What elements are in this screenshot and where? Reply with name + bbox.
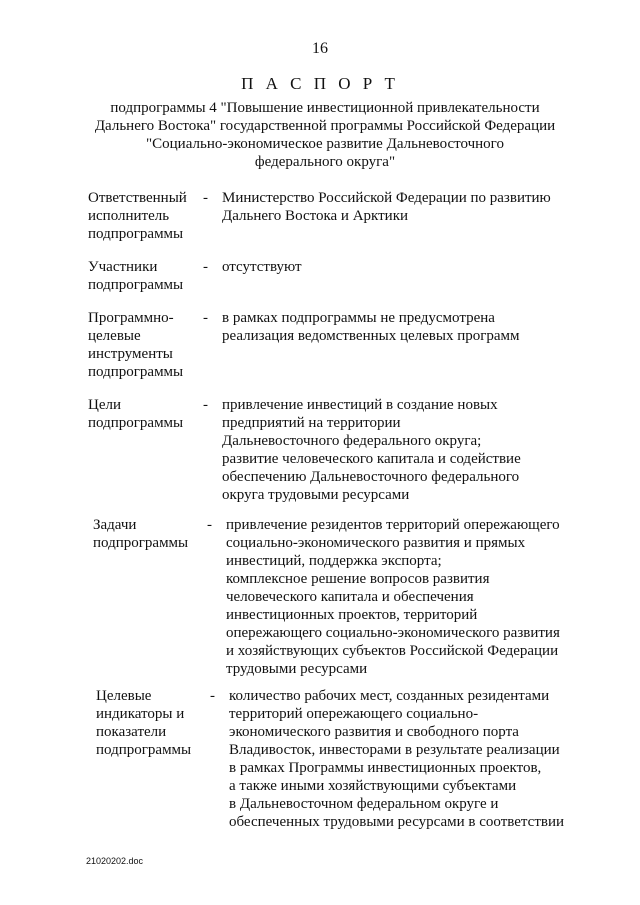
value-line: количество рабочих мест, созданных резидентами xyxy=(229,688,550,704)
value-line: предприятий на территории xyxy=(222,415,401,431)
value-line: в рамках Программы инвестиционных проектов, xyxy=(229,760,542,776)
value-line: комплексное решение вопросов развития xyxy=(226,571,490,587)
row-label: Участники подпрограммы xyxy=(88,259,184,293)
row-label: Цели подпрограммы xyxy=(88,397,184,431)
row-dash: - xyxy=(203,190,208,206)
value-line: обеспечению Дальневосточного федерального xyxy=(222,469,520,485)
row-value xyxy=(222,396,572,504)
value-line: округа трудовыми ресурсами xyxy=(222,487,410,503)
row-label: Задачи подпрограммы xyxy=(93,517,189,551)
value-line: Владивосток, инвесторами в результате реализации xyxy=(229,742,560,758)
value-line: человеческого капитала и обеспечения xyxy=(226,589,474,605)
value-line: инвестиционных проектов, территорий xyxy=(226,607,478,623)
subtitle-line: федерального округа" xyxy=(254,154,396,170)
value-line: развитие человеческого капитала и содействие xyxy=(222,451,521,467)
row-label: Целевые индикаторы и показатели подпрограммы xyxy=(96,688,192,758)
row-dash: - xyxy=(203,310,208,326)
value-line: в рамках подпрограммы не предусмотрена xyxy=(222,310,495,326)
value-line: отсутствуют xyxy=(222,259,302,275)
value-line: Министерство Российской Федерации по развитию xyxy=(222,190,551,206)
row-value xyxy=(222,309,572,345)
value-line: привлечение резидентов территорий опережающего xyxy=(226,517,560,533)
value-line: в Дальневосточном федеральном округе и xyxy=(229,796,499,812)
value-line: реализация ведомственных целевых программ xyxy=(222,328,520,344)
row-dash: - xyxy=(207,517,212,533)
passport-title: П А С П О Р Т xyxy=(241,74,399,93)
value-line: территорий опережающего социально- xyxy=(229,706,479,722)
row-value xyxy=(226,516,576,678)
value-line: социально-экономического развития и прямых xyxy=(226,535,526,551)
subtitle-line: "Социально-экономическое развитие Дальневосточного xyxy=(146,136,504,152)
value-line: трудовыми ресурсами xyxy=(226,661,368,677)
subtitle-line: Дальнего Востока" государственной программы Российской Федерации xyxy=(94,118,556,134)
row-value xyxy=(229,687,579,831)
value-line: опережающего социально-экономического развития xyxy=(226,625,560,641)
value-line: экономического развития и свободного порта xyxy=(229,724,519,740)
row-value xyxy=(222,189,572,225)
row-label: Ответственный исполнитель подпрограммы xyxy=(88,190,187,242)
value-line: а также иными хозяйствующими субъектами xyxy=(229,778,517,794)
value-line: Дальнего Востока и Арктики xyxy=(222,208,409,224)
row-dash: - xyxy=(203,259,208,275)
subtitle-line: подпрограммы 4 "Повышение инвестиционной привлекательности xyxy=(110,100,540,116)
page-number: 16 xyxy=(312,40,328,57)
subtitle xyxy=(90,99,560,171)
value-line: обеспеченных трудовыми ресурсами в соответствии xyxy=(229,814,565,830)
row-label: Программно- целевые инструменты подпрограммы xyxy=(88,310,184,380)
value-line: Дальневосточного федерального округа; xyxy=(222,433,482,449)
row-value xyxy=(222,258,572,276)
value-line: привлечение инвестиций в создание новых xyxy=(222,397,498,413)
value-line: инвестиций, поддержка экспорта; xyxy=(226,553,442,569)
row-dash: - xyxy=(210,688,215,704)
document-file-code: 21020202.doc xyxy=(86,856,144,866)
value-line: и хозяйствующих субъектов Российской Федерации xyxy=(226,643,559,659)
row-dash: - xyxy=(203,397,208,413)
